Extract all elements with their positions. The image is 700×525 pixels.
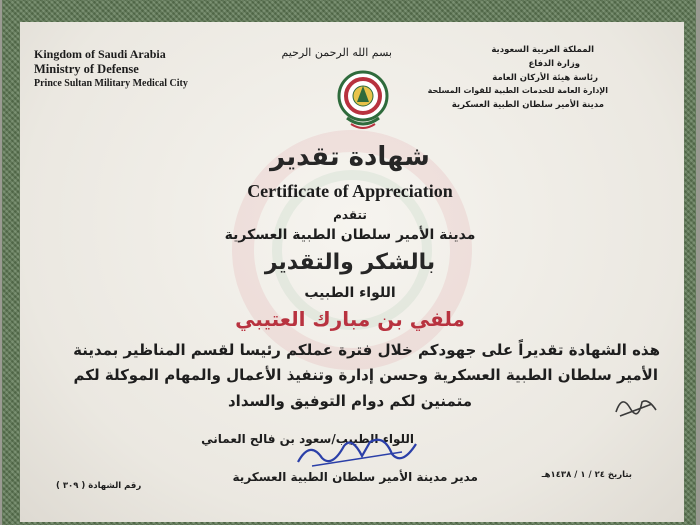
header-ar-ministry: وزارة الدفاع [528, 59, 580, 69]
certificate-number: رقم الشهادة ( ٣٠٩ ) [56, 481, 142, 491]
header-en-kingdom: Kingdom of Saudi Arabia [34, 47, 166, 61]
basmala: بسم الله الرحمن الرحيم [281, 46, 392, 59]
recipient-rank: اللواء الطبيب [304, 285, 396, 301]
issue-date: بتاريخ ٢٤ / ١ / ١٤٣٨هـ [541, 470, 632, 480]
presents-text: تتقدم [333, 208, 367, 222]
signatory-title: مدير مدينة الأمير سلطان الطبية العسكرية [232, 470, 478, 484]
institution-name: مدينة الأمير سلطان الطبية العسكرية [224, 227, 476, 243]
title-english: Certificate of Appreciation [247, 181, 453, 201]
thanks-text: بالشكر والتقدير [264, 250, 436, 275]
initials-signature [612, 390, 660, 420]
header-ar-kingdom: المملكة العربية السعودية [491, 45, 594, 55]
header-en-ministry: Ministry of Defense [34, 62, 139, 76]
director-signature [292, 432, 422, 472]
body-line-2: الأمير سلطان الطبية العسكرية وحسن إدارة وتنفيذ الأعمال والمهام الموكلة لكم [73, 366, 658, 384]
header-ar-medical-services: الإدارة العامة للخدمات الطبية للقوات المسلحة [427, 86, 608, 95]
recipient-name: ملفي بن مبارك العتيبي [235, 307, 465, 331]
header-ar-city: مدينة الأمير سلطان الطبية العسكرية [451, 100, 604, 110]
body-line-3: متمنين لكم دوام التوفيق والسداد [227, 392, 472, 410]
signatory-name: اللواء الطبيب/سعود بن فالح العماني [201, 432, 414, 446]
title-arabic: شهادة تقدير [270, 142, 430, 172]
header-ar-staff: رئاسة هيئة الأركان العامة [492, 73, 598, 83]
header-en-city: Prince Sultan Military Medical City [34, 78, 188, 89]
body-line-1: هذه الشهادة تقديراً على جهودكم خلال فترة عملكم رئيسا لقسم المناظير بمدينة [73, 341, 660, 359]
ministry-emblem-icon [335, 68, 391, 134]
